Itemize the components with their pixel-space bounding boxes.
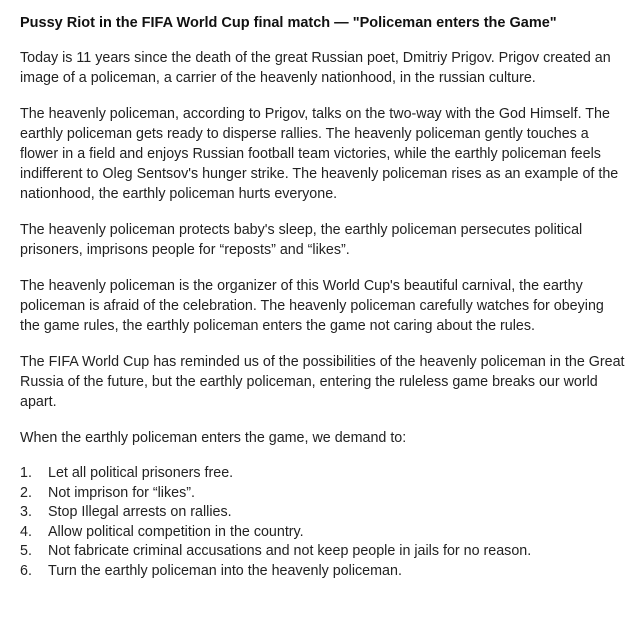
- list-item-text: Not fabricate criminal accusations and not keep people in jails for no reason.: [48, 543, 532, 559]
- paragraph-intro: Today is 11 years since the death of the great Russian poet, Dmitriy Prigov. Prigov created an image of a policeman, a carrier of the heavenly nationhood, in the russian culture.: [20, 50, 611, 86]
- paragraph-heavenly-vs-earthly: The heavenly policeman, according to Prigov, talks on the two-way with the God Himself. The earthly policeman gets ready to disperse rallies. The heavenly policeman gently touches a flower in a field and enjoys Russian football team victories, while the earthly policeman feels indifferent to Oleg Sentsov's hunger strike. The heavenly policeman rises as an example of the nationhood, the earthly policeman hurts everyone.: [20, 106, 619, 202]
- list-item: [20, 484, 626, 504]
- document-title: Pussy Riot in the FIFA World Cup final match — "Policeman enters the Game": [20, 15, 557, 31]
- paragraph-prisoners: The heavenly policeman protects baby's sleep, the earthly policeman persecutes political prisoners, imprisons people for “reposts” and “likes”.: [20, 222, 583, 258]
- list-item-text: Turn the earthly policeman into the heavenly policeman.: [48, 562, 402, 579]
- list-item-number: 5.: [20, 543, 32, 559]
- list-item: [20, 542, 626, 562]
- list-item-number: 2.: [20, 484, 32, 501]
- list-item: [20, 523, 626, 543]
- paragraph-demands-intro: When the earthly policeman enters the game, we demand to:: [20, 430, 407, 446]
- list-item-text: Not imprison for “likes”.: [48, 484, 195, 501]
- list-item: [20, 503, 626, 523]
- list-item-text: Stop Illegal arrests on rallies.: [48, 504, 232, 520]
- list-item-text: Allow political competition in the country.: [48, 523, 304, 540]
- list-item-number: 3.: [20, 504, 32, 520]
- paragraph-world-cup-carnival: The heavenly policeman is the organizer of this World Cup's beautiful carnival, the earthy policeman is afraid of the celebration. The heavenly policeman carefully watches for obeying the game rules, the earthly policeman enters the game not caring about the rules.: [20, 278, 604, 334]
- list-item-number: 6.: [20, 562, 32, 579]
- list-item: [20, 464, 626, 484]
- demands-list: [20, 464, 626, 581]
- paragraph-great-russia: The FIFA World Cup has reminded us of the possibilities of the heavenly policeman in the Great Russia of the future, but the earthly policeman, entering the ruleless game breaks our world apart.: [20, 354, 625, 410]
- list-item-text: Let all political prisoners free.: [48, 465, 234, 481]
- list-item-number: 4.: [20, 523, 32, 540]
- list-item-number: 1.: [20, 465, 32, 481]
- list-item: [20, 562, 626, 582]
